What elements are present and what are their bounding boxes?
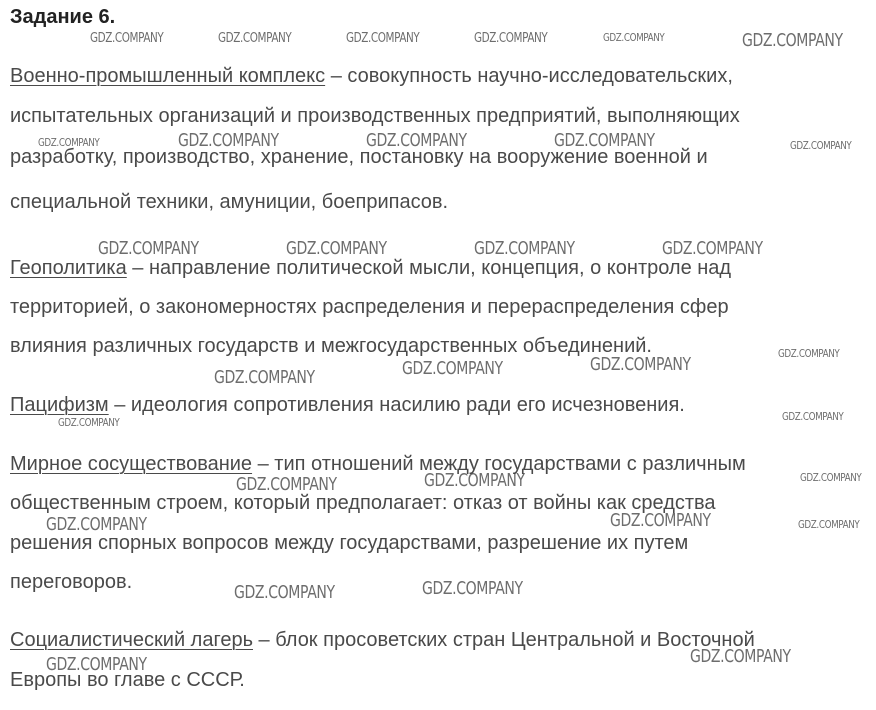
watermark: GDZ.COMPANY [46, 654, 147, 675]
watermark: GDZ.COMPANY [98, 238, 199, 259]
watermark: GDZ.COMPANY [790, 139, 852, 152]
watermark: GDZ.COMPANY [800, 471, 862, 484]
watermark: GDZ.COMPANY [554, 130, 655, 151]
watermark: GDZ.COMPANY [778, 347, 840, 360]
watermark: GDZ.COMPANY [742, 30, 843, 51]
watermark: GDZ.COMPANY [474, 31, 548, 46]
watermark: GDZ.COMPANY [58, 416, 120, 429]
watermark: GDZ.COMPANY [178, 130, 279, 151]
watermark: GDZ.COMPANY [603, 31, 665, 44]
definition-term: Пацифизм [10, 394, 109, 416]
task-title: Задание 6. [10, 6, 116, 28]
definition-line [10, 393, 685, 417]
watermark: GDZ.COMPANY [798, 518, 860, 531]
watermark: GDZ.COMPANY [590, 354, 691, 375]
watermark: GDZ.COMPANY [286, 238, 387, 259]
watermark: GDZ.COMPANY [90, 31, 164, 46]
definition-term: Военно-промышленный комплекс [10, 65, 326, 87]
definition-line: разработку, производство, хранение, постановку на вооружение военной и [10, 146, 708, 168]
definition-term: Геополитика [10, 257, 127, 279]
definition-text: – идеология сопротивления насилию ради его исчезновения. [108, 394, 685, 416]
definition-line [10, 64, 733, 88]
definition-line: переговоров. [10, 571, 133, 593]
definition-text: – тип отношений между государствами с различным [252, 453, 746, 475]
watermark: GDZ.COMPANY [236, 474, 337, 495]
watermark: GDZ.COMPANY [474, 238, 575, 259]
definition-line: испытательных организаций и производственных предприятий, выполняющих [10, 105, 740, 127]
watermark: GDZ.COMPANY [214, 367, 315, 388]
watermark: GDZ.COMPANY [610, 510, 711, 531]
definition-text: – блок просоветских стран Центральной и Восточной [253, 629, 755, 651]
definition-line: Европы во главе с СССР. [10, 669, 245, 691]
watermark: GDZ.COMPANY [782, 410, 844, 423]
definition-text: – совокупность научно-исследовательских, [325, 65, 733, 87]
watermark: GDZ.COMPANY [402, 358, 503, 379]
definition-line [10, 256, 731, 280]
watermark: GDZ.COMPANY [366, 130, 467, 151]
definition-text: – направление политической мысли, концепция, о контроле над [126, 257, 732, 279]
definition-line: влияния различных государств и межгосударственных объединений. [10, 335, 652, 357]
definition-term: Мирное сосуществование [10, 453, 253, 475]
watermark: GDZ.COMPANY [662, 238, 763, 259]
watermark: GDZ.COMPANY [422, 578, 523, 599]
watermark: GDZ.COMPANY [234, 582, 335, 603]
definition-line: решения спорных вопросов между государствами, разрешение их путем [10, 532, 689, 554]
definition-line: специальной техники, амуниции, боеприпасов. [10, 191, 449, 213]
watermark: GDZ.COMPANY [38, 136, 100, 149]
definition-line [10, 628, 755, 652]
definition-line: общественным строем, который предполагает: отказ от войны как средства [10, 492, 716, 514]
definition-term: Социалистический лагерь [10, 629, 253, 651]
watermark: GDZ.COMPANY [46, 514, 147, 535]
definition-line: территорией, о закономерностях распределения и перераспределения сфер [10, 296, 729, 318]
watermark: GDZ.COMPANY [346, 31, 420, 46]
watermark: GDZ.COMPANY [690, 646, 791, 667]
definition-line [10, 452, 746, 476]
watermark: GDZ.COMPANY [424, 470, 525, 491]
watermark: GDZ.COMPANY [218, 31, 292, 46]
